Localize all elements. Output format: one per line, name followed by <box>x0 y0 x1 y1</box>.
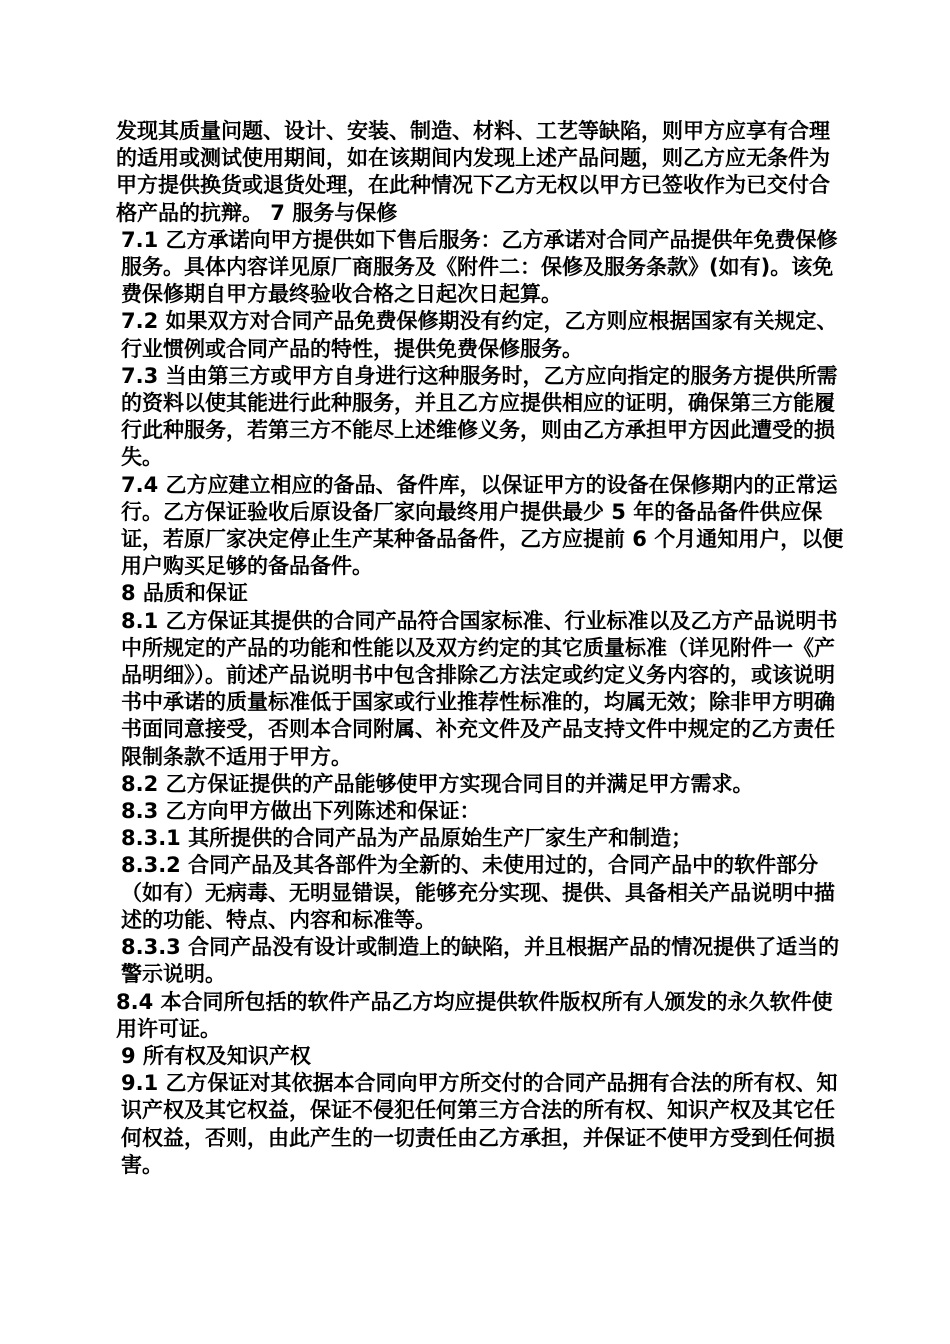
clause-8-1: 8.1 乙方保证其提供的合同产品符合国家标准、行业标准以及乙方产品说明书中所规定的产品的功能和性能以及双方约定的其它质量标准（详见附件一《产品明细》）。前述产品说明书中包含排除乙方法定或约定义务内容的，或该说明书中承诺的质量标准低于国家或行业推荐性标准的，均属无效；除非甲方明确书面同意接受，否则本合同附属、补充文件及产品支持文件中规定的乙方责任限制条款不适用于甲方。 <box>121 608 838 769</box>
section-9-heading: 9 所有权及知识产权 <box>121 1043 311 1068</box>
clause-8-2: 8.2 乙方保证提供的产品能够使甲方实现合同目的并满足甲方需求。 <box>121 771 754 796</box>
document-page <box>116 118 846 1179</box>
clause-9-1: 9.1 乙方保证对其依据本合同向甲方所交付的合同产品拥有合法的所有权、知识产权及其它权益，保证不侵犯任何第三方合法的所有权、知识产权及其它任何权益，否则，由此产生的一切责任由乙方承担，并保证不使甲方受到任何损害。 <box>121 1071 838 1177</box>
clause-7-2: 7.2 如果双方对合同产品免费保修期没有约定，乙方则应根据国家有关规定、行业惯例或合同产品的特性，提供免费保修服务。 <box>121 309 838 361</box>
clause-8-4: 8.4 本合同所包括的软件产品乙方均应提供软件版权所有人颁发的永久软件使用许可证。 <box>116 989 833 1041</box>
clause-7-4: 7.4 乙方应建立相应的备品、备件库，以保证甲方的设备在保修期内的正常运行。乙方保证验收后原设备厂家向最终用户提供最少 5 年的备品备件供应保证，若原厂家决定停止生产某种备品备件，乙方应提前 6 个月通知用户，以便用户购买足够的备品备件。 <box>121 472 844 579</box>
clause-7-1: 7.1 乙方承诺向甲方提供如下售后服务：乙方承诺对合同产品提供年免费保修服务。具体内容详见原厂商服务及《附件二：保修及服务条款》(如有)。该免费保修期自甲方最终验收合格之日起次日起算。 <box>121 227 838 307</box>
section-8-heading: 8 品质和保证 <box>121 581 248 606</box>
clause-8-3-1: 8.3.1 其所提供的合同产品为产品原始生产厂家生产和制造； <box>121 826 693 851</box>
clause-7-3: 7.3 当由第三方或甲方自身进行这种服务时，乙方应向指定的服务方提供所需的资料以使其能进行此种服务，并且乙方应提供相应的证明，确保第三方能履行此种服务，若第三方不能尽上述维修义务，则由乙方承担甲方因此遭受的损失。 <box>121 363 838 470</box>
clause-8-3-2: 8.3.2 合同产品及其各部件为全新的、未使用过的，合同产品中的软件部分（如有）无病毒、无明显错误，能够充分实现、提供、具备相关产品说明中描述的功能、特点、内容和标准等。 <box>121 853 835 932</box>
clause-8-3: 8.3 乙方向甲方做出下列陈述和保证： <box>121 799 481 824</box>
paragraph-quality-defect: 发现其质量问题、设计、安装、制造、材料、工艺等缺陷，则甲方应享有合理的适用或测试使用期间，如在该期间内发现上述产品问题，则乙方应无条件为甲方提供换货或退货处理，在此种情况下乙方无权以甲方已签收作为已交付合格产品的抗辩。 7 服务与保修 <box>116 119 830 225</box>
clause-8-3-3: 8.3.3 合同产品没有设计或制造上的缺陷，并且根据产品的情况提供了适当的警示说明。 <box>121 935 840 987</box>
